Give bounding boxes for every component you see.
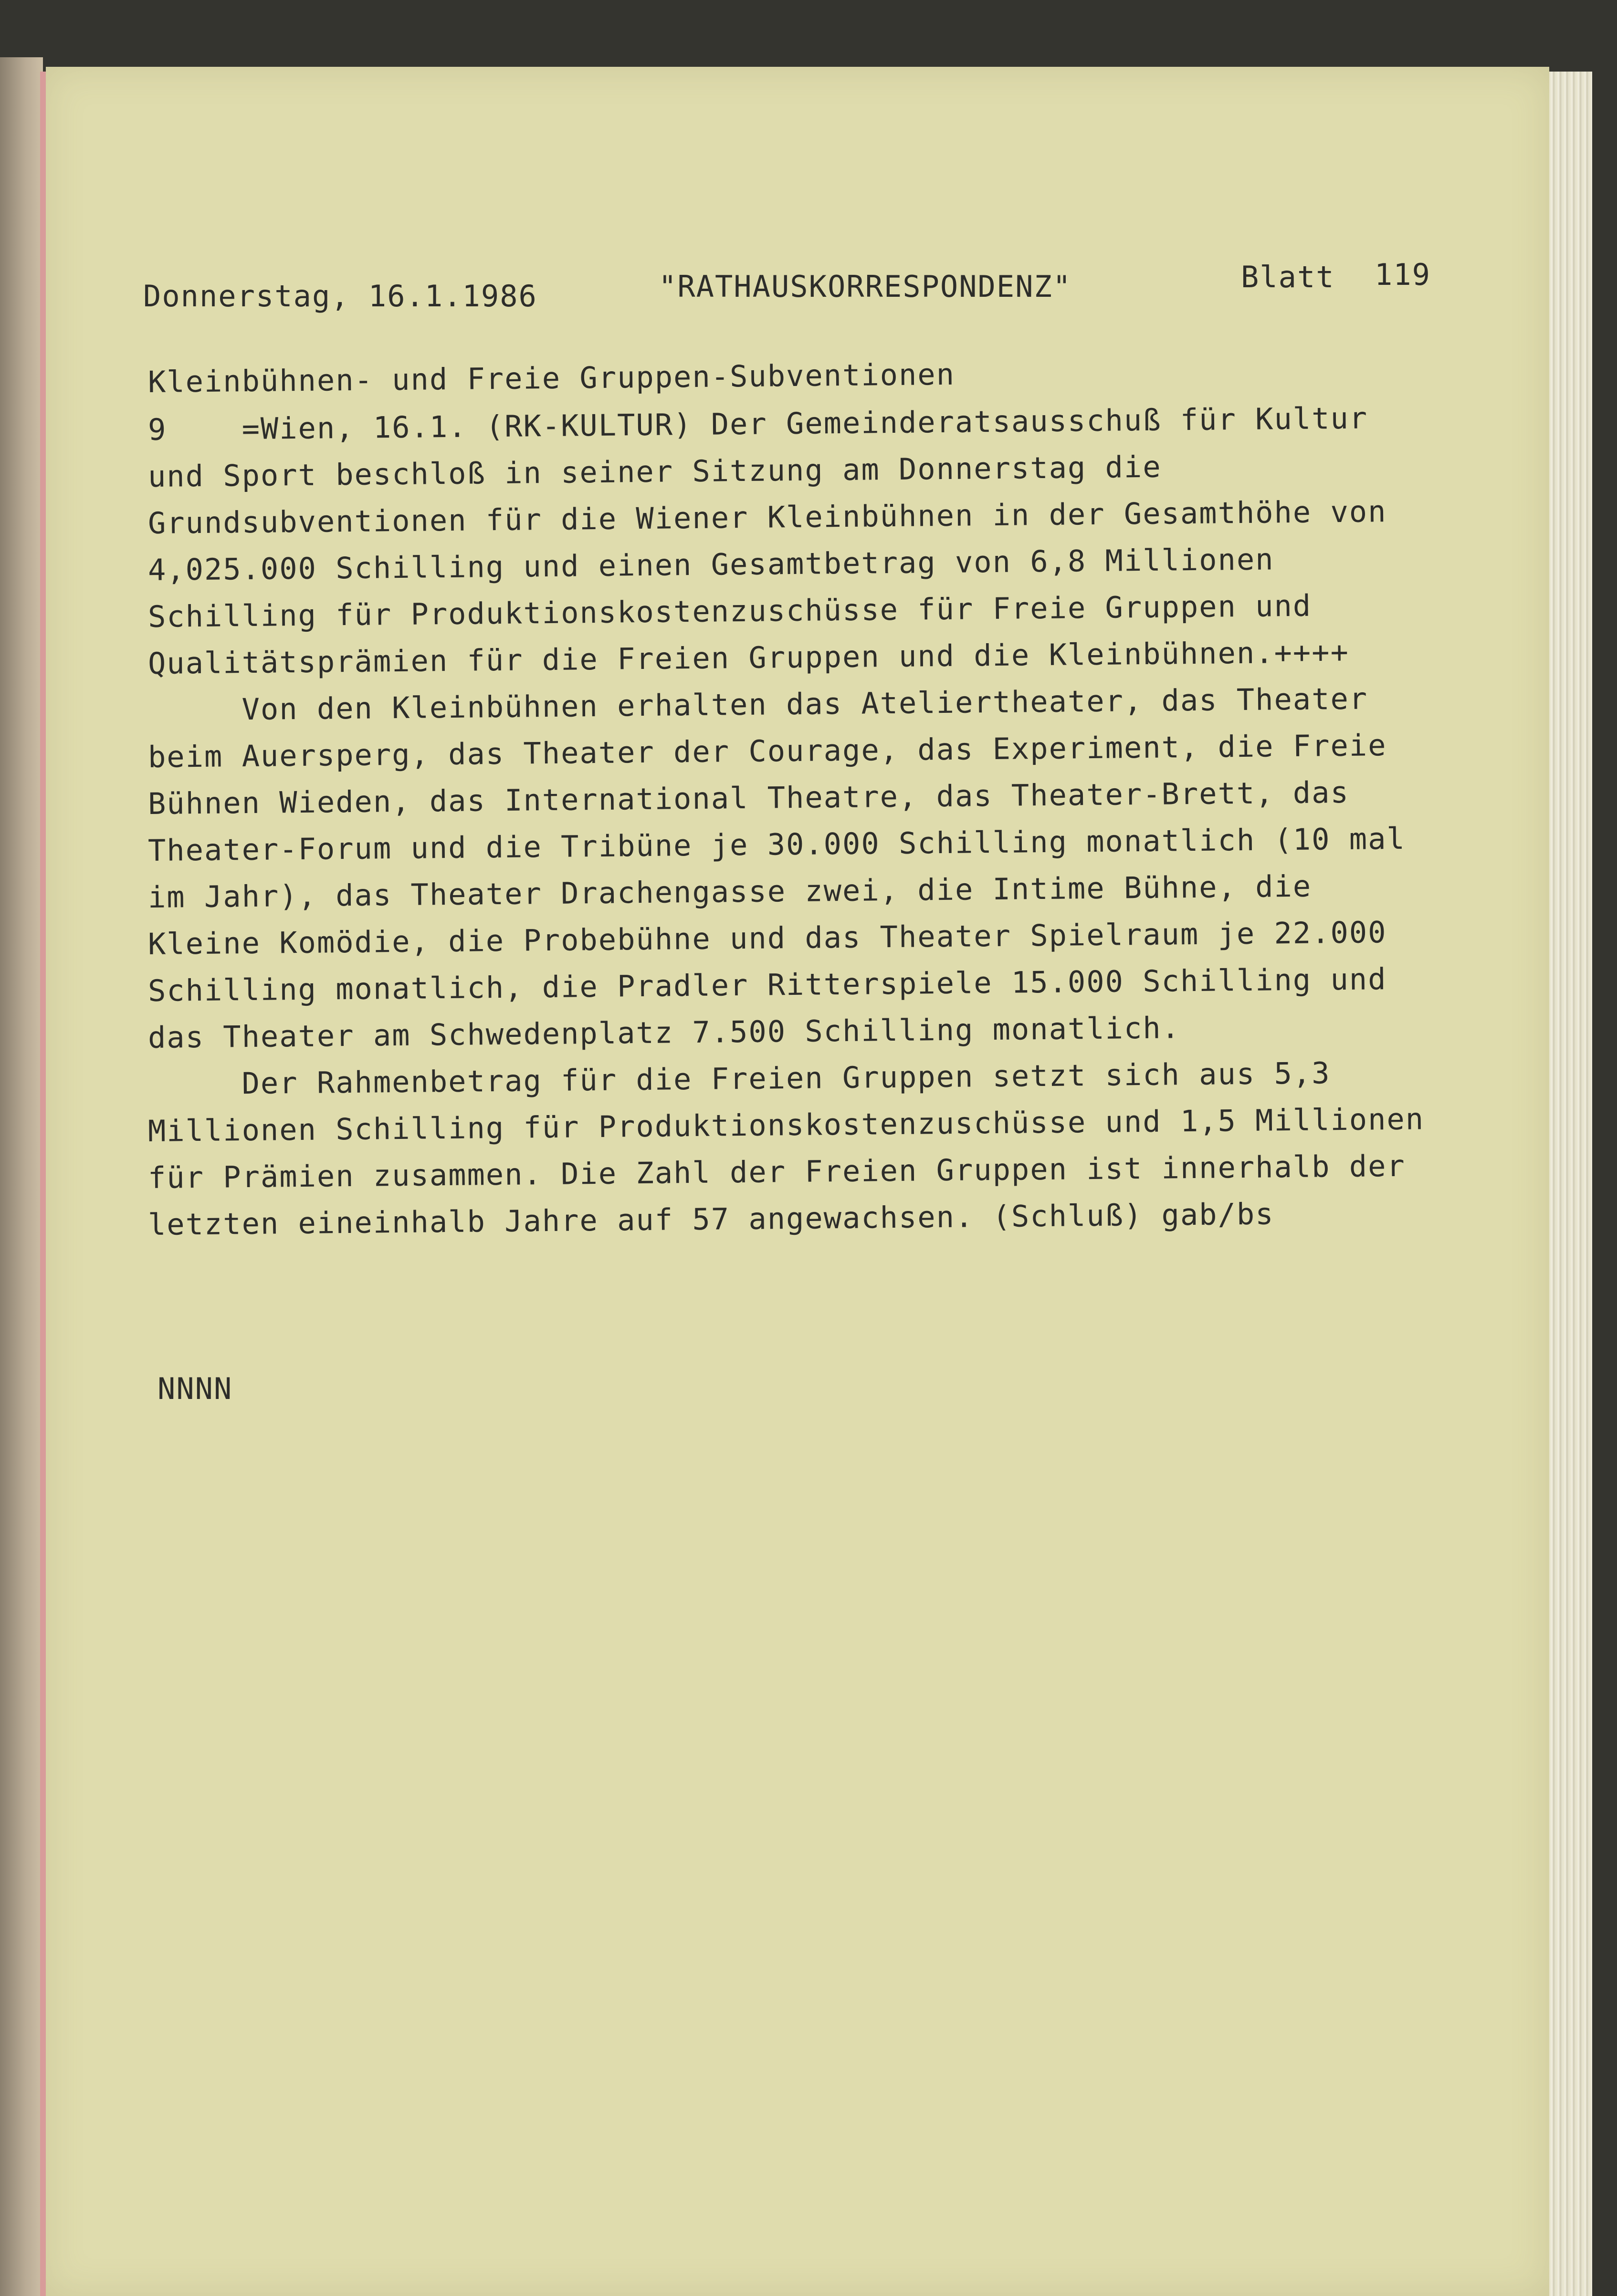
article-line: Kleine Komödie, die Probebühne und das Theater Spielraum je 22.000 xyxy=(147,915,1387,961)
article-line: Theater-Forum und die Tribüne je 30.000 Schilling monatlich (10 mal xyxy=(147,821,1406,868)
article-line: Schilling für Produktionskostenzuschüsse für Freie Gruppen und xyxy=(147,588,1312,634)
article-line: 9 =Wien, 16.1. (RK-KULTUR) Der Gemeinderatsausschuß für Kultur xyxy=(147,400,1368,447)
article-line: und Sport beschloß in seiner Sitzung am Donnerstag die xyxy=(147,449,1162,494)
article-line: Von den Kleinbühnen erhalten das Ateliertheater, das Theater xyxy=(147,681,1368,728)
article-line: letzten eineinhalb Jahre auf 57 angewachsen. (Schluß) gab/bs xyxy=(147,1196,1274,1242)
end-mark: NNNN xyxy=(158,1371,233,1406)
header-date: Donnerstag, 16.1.1986 xyxy=(143,279,537,313)
page-stack-edges xyxy=(1549,72,1592,2296)
article-line: Der Rahmenbetrag für die Freien Gruppen setzt sich aus 5,3 xyxy=(147,1055,1331,1102)
header-publication: "RATHAUSKORRESPONDENZ" xyxy=(659,269,1072,304)
article-line: Bühnen Wieden, das International Theatre, das Theater-Brett, das xyxy=(147,774,1350,821)
article-headline: Kleinbühnen- und Freie Gruppen-Subventionen xyxy=(147,356,956,399)
article-line: Millionen Schilling für Produktionskostenzuschüsse und 1,5 Millionen xyxy=(147,1101,1425,1148)
article-line: 4,025.000 Schilling und einen Gesamtbetrag von 6,8 Millionen xyxy=(147,542,1274,587)
article-line: beim Auersperg, das Theater der Courage, das Experiment, die Freie xyxy=(147,728,1387,774)
article-line: Schilling monatlich, die Pradler Ritterspiele 15.000 Schilling und xyxy=(147,961,1387,1008)
article-line: für Prämien zusammen. Die Zahl der Freien Gruppen ist innerhalb der xyxy=(147,1148,1406,1195)
binder-cover-edge xyxy=(0,57,43,2296)
header-sheet-number: 119 xyxy=(1375,257,1431,292)
article-line: Qualitätsprämien für die Freien Gruppen und die Kleinbühnen.++++ xyxy=(147,634,1350,681)
article-line: Grundsubventionen für die Wiener Kleinbühnen in der Gesamthöhe von xyxy=(147,494,1387,541)
header-sheet-label: Blatt xyxy=(1241,260,1335,294)
article-line: das Theater am Schwedenplatz 7.500 Schilling monatlich. xyxy=(147,1010,1181,1055)
binder-red-edge xyxy=(40,72,46,2296)
article-line: im Jahr), das Theater Drachengasse zwei, die Intime Bühne, die xyxy=(147,868,1312,915)
